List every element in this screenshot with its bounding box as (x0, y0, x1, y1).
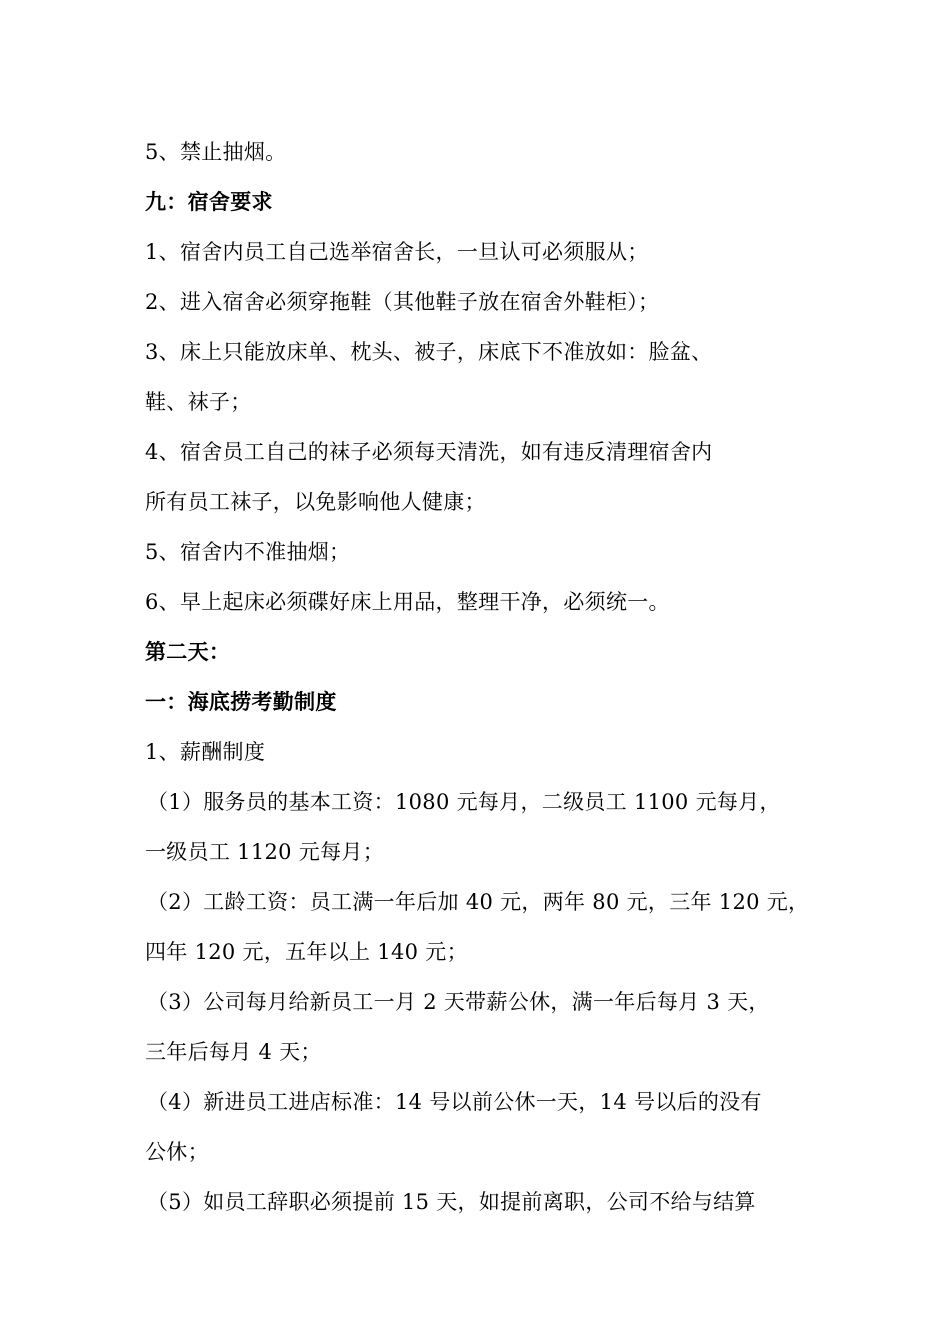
list-item: 4、宿舍员工自己的袜子必须每天清洗，如有违反清理宿舍内 (145, 440, 713, 464)
list-item-continuation: 所有员工袜子，以免影响他人健康； (145, 490, 486, 514)
list-item: （1）服务员的基本工资：1080 元每月，二级员工 1100 元每月， (147, 790, 781, 814)
subsection-title: 1、薪酬制度 (145, 740, 266, 764)
list-item: 1、宿舍内员工自己选举宿舍长，一旦认可必须服从； (145, 240, 649, 264)
list-item: 5、禁止抽烟。 (145, 140, 287, 164)
list-item-continuation: 一级员工 1120 元每月； (145, 840, 384, 864)
list-item: 3、床上只能放床单、枕头、被子，床底下不准放如：脸盆、 (145, 340, 713, 364)
section-heading: 一：海底捞考勤制度 (145, 689, 337, 714)
list-item: （2）工龄工资：员工满一年后加 40 元，两年 80 元，三年 120 元， (147, 890, 810, 914)
section-heading: 九：宿舍要求 (145, 189, 273, 214)
list-item: 6、早上起床必须碟好床上用品，整理干净，必须统一。 (145, 590, 670, 614)
list-item-continuation: 鞋、袜子； (145, 390, 252, 414)
list-item: （5）如员工辞职必须提前 15 天，如提前离职，公司不给与结算 (147, 1190, 756, 1214)
list-item-continuation: 三年后每月 4 天； (145, 1040, 322, 1064)
list-item: （3）公司每月给新员工一月 2 天带薪公休，满一年后每月 3 天， (147, 990, 770, 1014)
list-item: 2、进入宿舍必须穿拖鞋（其他鞋子放在宿舍外鞋柜）； (145, 290, 660, 314)
list-item-continuation: 公休； (145, 1140, 209, 1164)
list-item: （4）新进员工进店标准：14 号以前公休一天，14 号以后的没有 (147, 1090, 762, 1114)
list-item-continuation: 四年 120 元，五年以上 140 元； (145, 940, 468, 964)
day-heading: 第二天： (145, 639, 231, 664)
list-item: 5、宿舍内不准抽烟； (145, 540, 351, 564)
